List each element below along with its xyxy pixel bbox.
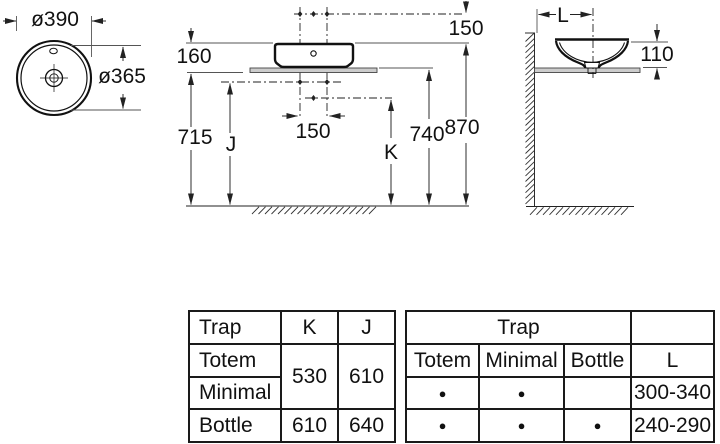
bottle-j-value: 640 xyxy=(338,409,395,442)
floor-hatching xyxy=(252,207,376,214)
dim-label-rim-above-shelf: 110 xyxy=(640,43,674,66)
bottle-dot-empty xyxy=(564,377,631,409)
j-col-header: J xyxy=(338,311,395,344)
dim-label-floor-to-rim: 870 xyxy=(444,116,480,139)
trap-merged-header: Trap xyxy=(406,311,631,344)
dim-label-rim-to-holes: 150 xyxy=(448,17,484,40)
totem-minimal-j-value: 610 xyxy=(338,344,395,409)
trap-length-table xyxy=(405,310,715,443)
dim-label-outer-diameter: ø390 xyxy=(31,8,79,31)
front-view xyxy=(176,1,483,214)
k-col-header: K xyxy=(281,311,338,344)
table-row xyxy=(406,311,714,344)
dim-label-rim-to-shelf: 160 xyxy=(176,45,212,68)
l-range-value: 300-340 xyxy=(631,377,714,409)
totem-dot: ● xyxy=(406,377,479,409)
l-col-header: L xyxy=(631,344,714,377)
bottle-dot: ● xyxy=(564,409,631,442)
totem-minimal-k-value: 530 xyxy=(281,344,338,409)
minimal-dot: ● xyxy=(479,377,564,409)
trap-row-totem: Totem xyxy=(189,344,281,377)
dim-label-trap-k: K xyxy=(383,141,399,164)
table-row xyxy=(189,409,395,442)
empty-header-cell xyxy=(631,311,714,344)
totem-col-header: Totem xyxy=(406,344,479,377)
table-row xyxy=(406,377,714,409)
l-range-value: 240-290 xyxy=(631,409,714,442)
dim-label-trap-j: J xyxy=(225,133,237,156)
shelf-side xyxy=(535,68,641,73)
dim-label-basin-diameter: ø365 xyxy=(98,65,146,88)
table-row xyxy=(406,409,714,442)
totem-dot: ● xyxy=(406,409,479,442)
dim-label-floor-to-shelf: 715 xyxy=(177,126,213,149)
table-row xyxy=(189,344,395,377)
shelf-front xyxy=(250,68,377,73)
side-view xyxy=(525,4,674,215)
dim-label-floor-to-shelf-top: 740 xyxy=(409,123,445,146)
trap-row-bottle: Bottle xyxy=(189,409,281,442)
dim-label-hole-spacing: 150 xyxy=(295,120,331,143)
bottle-col-header: Bottle xyxy=(564,344,631,377)
trap-row-minimal: Minimal xyxy=(189,377,281,409)
table-row xyxy=(406,344,714,377)
table-row xyxy=(189,311,395,344)
trap-dimensions-table xyxy=(188,310,396,443)
bottle-k-value: 610 xyxy=(281,409,338,442)
faucet-hole xyxy=(50,48,58,53)
dim-label-wall-to-drain: L xyxy=(557,4,569,27)
overflow-hole xyxy=(311,51,316,56)
top-view xyxy=(3,8,146,115)
minimal-dot: ● xyxy=(479,409,564,442)
minimal-col-header: Minimal xyxy=(479,344,564,377)
floor-hatching-side xyxy=(530,207,628,215)
trap-col-header: Trap xyxy=(189,311,281,344)
wall-hatching xyxy=(526,33,535,204)
